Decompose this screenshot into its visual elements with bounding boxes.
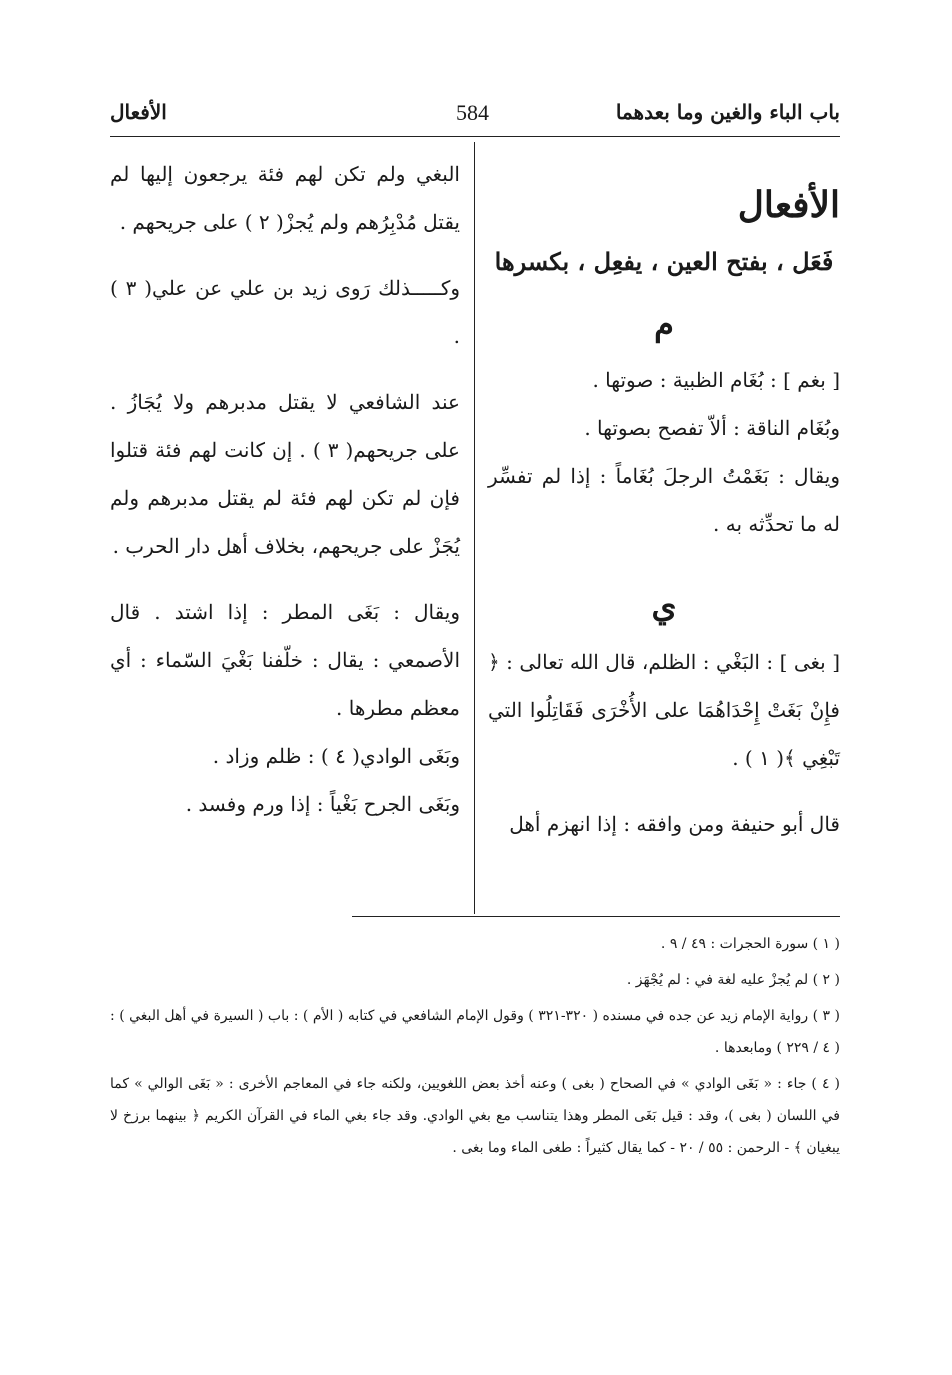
- zaid-narration: وكـــــذلك رَوى زيد بن علي عن علي( ٣ ) .: [110, 276, 460, 348]
- running-head: [110, 100, 840, 136]
- letter-heading-m: م: [654, 305, 674, 343]
- footnote-rule: [352, 916, 840, 917]
- header-rule: [110, 136, 840, 137]
- footnote-2: ( ٢ ) لم يُجزْ عليه لغة في : لم يُجْهَز .: [626, 972, 840, 988]
- shafii-paragraph: عند الشافعي لا يقتل مدبرهم ولا يُجَازُ . على جريحهم( ٣ ) . إن كانت لهم فئة قتلوا فإن لم تكن لهم فئة لم يقتل مدبرهم ولم يُجَزْ على جريحهم، بخلاف أهل دار الحرب .: [110, 390, 460, 558]
- letter-heading-y: ي: [651, 587, 677, 625]
- entry-abu-hanifa: قال أبو حنيفة ومن وافقه : إذا انهزم أهل: [509, 812, 840, 836]
- column-divider: [474, 142, 475, 914]
- valley-paragraph: وبَغَى الوادي( ٤ ) : ظلم وزاد .: [212, 744, 460, 768]
- entry-bugham-naqa: وبُغَام الناقة : ألاّ تفصح بصوتها .: [584, 416, 840, 440]
- section-title: الأفعال: [737, 184, 840, 226]
- entry-bagham: [ بغم ] : بُغَام الظبية : صوتها .: [592, 368, 840, 392]
- footnote-1: ( ١ ) سورة الحجرات : ٤٩ / ٩ .: [660, 936, 840, 952]
- right-column: [488, 150, 840, 848]
- footnote-4: ( ٤ ) جاء : « بَغَى الوادي » في الصحاح ( بغى ) وعنه أخذ بعض اللغويين، ولكنه جاء في المعاجم الأخرى : « بَغَى الوالي » كما في اللسان ( بغى )، وقد : قيل بَغَى المطر وهذا يتناسب مع بغي الوادي. وقد جاء بغي الماء في القرآن الكريم ﴿ بينهما برزخ لا يبغيان ﴾ - الرحمن : ٥٥ / ٢٠ - كما يقال كثيراً : طغى الماء وما بغى .: [110, 1076, 840, 1156]
- entry-baghamtu: ويقال : بَغَمْتُ الرجلَ بُغَاماً : إذا لم تفسِّر له ما تحدِّثه به .: [488, 464, 840, 536]
- rain-paragraph: ويقال : بَغَى المطر : إذا اشتد . قال الأصمعي : يقال : خلّفنا بَغْيَ السّماء : أي معظم مطرها .: [110, 600, 460, 720]
- page-number: 584: [456, 100, 489, 125]
- continuation-paragraph: البغي ولم تكن لهم فئة يرجعون إليها لم يقتل مُدْبِرُهم ولم يُجزْ( ٢ ) على جريحهم .: [110, 162, 460, 234]
- footnote-3: ( ٣ ) رواية الإمام زيد عن جده في مسنده ( ٣٢٠-٣٢١ ) وقول الإمام الشافعي في كتابه ( الأم ) : باب ( السيرة في أهل البغي ) : ( ٤ / ٢٢٩ ) ومابعدها .: [110, 1008, 840, 1056]
- section-subtitle: فَعَل ، بفتح العين ، يفعِل ، بكسرها: [494, 247, 834, 276]
- wound-paragraph: وبَغَى الجرح بَغْياً : إذا ورم وفسد .: [185, 792, 460, 816]
- chapter-heading: باب الباء والغين وما بعدهما: [615, 100, 840, 124]
- left-column: [110, 150, 460, 828]
- section-heading: الأفعال: [110, 100, 167, 124]
- entry-bagha: [ بغى ] : البَغْي : الظلم، قال الله تعالى : ﴿ فإِنْ بَغَتْ إِحْدَاهُمَا على الأُخْرَى فَقَاتِلُوا التي تَبْغِي ﴾( ١ ) .: [488, 650, 840, 770]
- footnotes: [110, 928, 840, 1168]
